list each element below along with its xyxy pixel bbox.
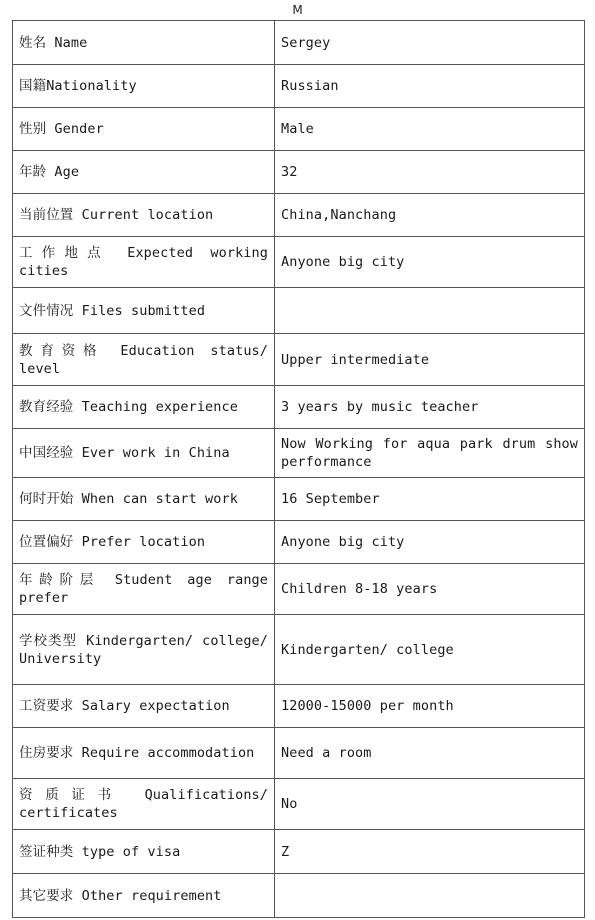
row-label-name: 姓名 Name xyxy=(13,21,275,65)
row-value-visa: Z xyxy=(275,830,585,874)
table-row xyxy=(13,65,585,108)
header-mark: M xyxy=(292,3,303,17)
row-label-qualifications: 资质证书 Qualifications/ certificates xyxy=(13,779,275,830)
candidate-profile-table xyxy=(12,20,585,918)
table-row xyxy=(13,386,585,429)
row-label-visa: 签证种类 type of visa xyxy=(13,830,275,874)
row-value-china-experience: Now Working for aqua park drum show performance xyxy=(275,429,585,478)
row-label-age: 年龄 Age xyxy=(13,151,275,194)
table-row xyxy=(13,874,585,918)
table-row xyxy=(13,728,585,779)
row-value-education: Upper intermediate xyxy=(275,334,585,386)
row-label-files-submitted: 文件情况 Files submitted xyxy=(13,288,275,334)
row-value-teaching-experience: 3 years by music teacher xyxy=(275,386,585,429)
row-label-school-type: 学校类型 Kindergarten/ college/ University xyxy=(13,615,275,685)
row-value-age: 32 xyxy=(275,151,585,194)
table-row xyxy=(13,108,585,151)
row-label-start-date: 何时开始 When can start work xyxy=(13,478,275,521)
row-label-china-experience: 中国经验 Ever work in China xyxy=(13,429,275,478)
table-row xyxy=(13,521,585,564)
row-value-school-type: Kindergarten/ college xyxy=(275,615,585,685)
row-value-salary: 12000-15000 per month xyxy=(275,685,585,728)
row-label-accommodation: 住房要求 Require accommodation xyxy=(13,728,275,779)
row-label-nationality: 国籍Nationality xyxy=(13,65,275,108)
row-value-files-submitted xyxy=(275,288,585,334)
table-row xyxy=(13,237,585,288)
row-label-gender: 性别 Gender xyxy=(13,108,275,151)
row-label-education: 教育资格 Education status/ level xyxy=(13,334,275,386)
row-value-current-location: China,Nanchang xyxy=(275,194,585,237)
row-value-other xyxy=(275,874,585,918)
table-row xyxy=(13,334,585,386)
table-row xyxy=(13,564,585,615)
table-row xyxy=(13,779,585,830)
row-label-prefer-location: 位置偏好 Prefer location xyxy=(13,521,275,564)
table-row xyxy=(13,478,585,521)
row-value-nationality: Russian xyxy=(275,65,585,108)
row-label-teaching-experience: 教育经验 Teaching experience xyxy=(13,386,275,429)
table-row xyxy=(13,194,585,237)
row-value-student-age: Children 8-18 years xyxy=(275,564,585,615)
row-value-expected-cities: Anyone big city xyxy=(275,237,585,288)
table-row xyxy=(13,21,585,65)
row-value-accommodation: Need a room xyxy=(275,728,585,779)
table-row xyxy=(13,429,585,478)
row-value-name: Sergey xyxy=(275,21,585,65)
table-row xyxy=(13,830,585,874)
row-label-expected-cities: 工作地点 Expected working cities xyxy=(13,237,275,288)
row-value-gender: Male xyxy=(275,108,585,151)
row-label-student-age: 年龄阶层 Student age range prefer xyxy=(13,564,275,615)
table-row xyxy=(13,685,585,728)
table-row xyxy=(13,288,585,334)
row-value-prefer-location: Anyone big city xyxy=(275,521,585,564)
row-label-current-location: 当前位置 Current location xyxy=(13,194,275,237)
row-value-qualifications: No xyxy=(275,779,585,830)
row-label-other: 其它要求 Other requirement xyxy=(13,874,275,918)
table-row xyxy=(13,151,585,194)
row-value-start-date: 16 September xyxy=(275,478,585,521)
table-row xyxy=(13,615,585,685)
row-label-salary: 工资要求 Salary expectation xyxy=(13,685,275,728)
